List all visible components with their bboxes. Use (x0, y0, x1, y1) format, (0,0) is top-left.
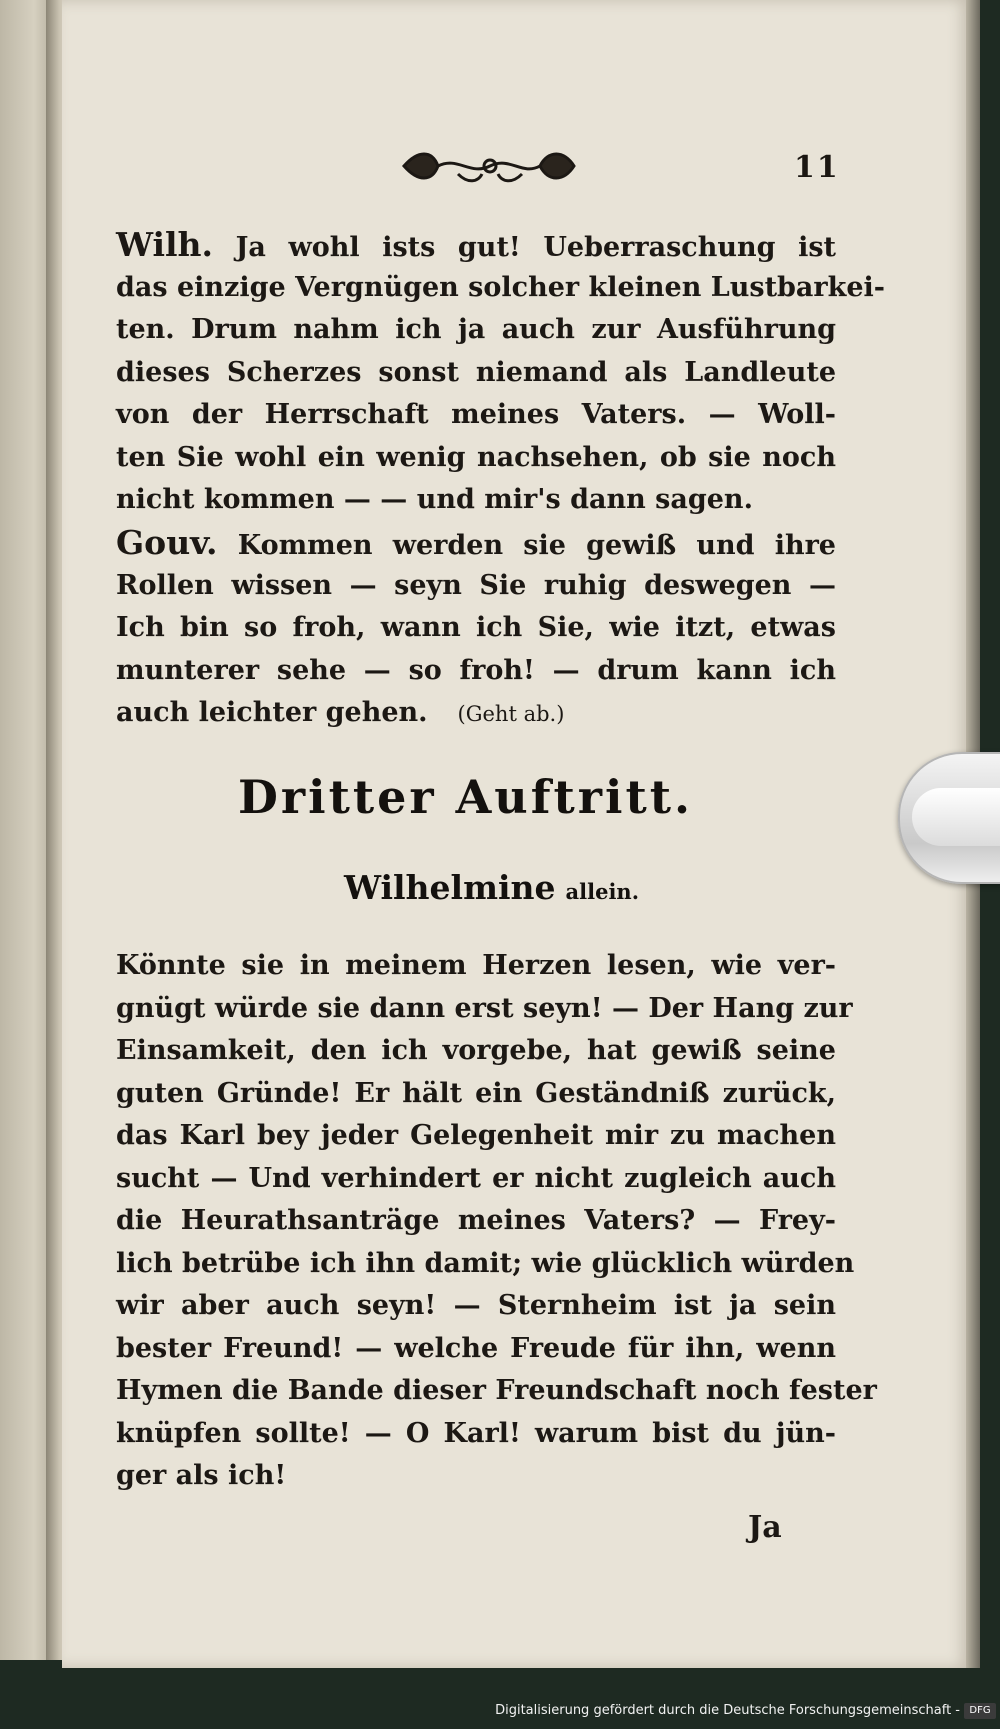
text-line: ger als ich! (116, 1460, 287, 1491)
text-line: Könnte sie in meinem Herzen lesen, wie ver- (116, 950, 836, 981)
text-line: knüpfen sollte! — O Karl! warum bist du jün- (116, 1417, 836, 1449)
text-line: guten Gründe! Er hält ein Geständniß zurück, (116, 1077, 836, 1109)
footer-bar (0, 1697, 1000, 1729)
text-line: wir aber auch seyn! — Sternheim ist ja sein (116, 1290, 836, 1321)
dfg-logo: DFG (964, 1703, 996, 1719)
text-line: nicht kommen — — und mir's dann sagen. (116, 484, 753, 515)
scene-character (344, 868, 639, 907)
text-line: Einsamkeit, den ich vorgebe, hat gewiß seine (116, 1035, 836, 1066)
text-line: bester Freund! — welche Freude für ihn, wenn (116, 1332, 836, 1364)
text-line: das Karl bey jeder Gelegenheit mir zu machen (116, 1120, 836, 1151)
ornament-vignette (398, 146, 580, 186)
text-line: von der Herrschaft meines Vaters. — Woll- (116, 399, 836, 430)
text-line: Ich bin so froh, wann ich Sie, wie itzt, etwas (116, 612, 836, 643)
speech-gouv (116, 522, 836, 735)
text-line: sucht — Und verhindert er nicht zugleich auch (116, 1162, 836, 1194)
scene-heading: Dritter Auftritt. (238, 770, 694, 824)
text-line: das einzige Vergnügen solcher kleinen Lustbarkei- (116, 271, 885, 303)
text-line: Hymen die Bande dieser Freundschaft noch fester (116, 1375, 877, 1406)
speaker-name: Gouv. (116, 523, 218, 562)
text-line: ten. Drum nahm ich ja auch zur Ausführung (116, 314, 836, 345)
text-line: Wilh. Ja wohl ists gut! Ueberraschung ist (116, 225, 837, 264)
text-line: ten Sie wohl ein wenig nachsehen, ob sie noch (116, 441, 836, 473)
text-line: munterer sehe — so froh! — drum kann ich (116, 654, 836, 686)
text-line: auch leichter gehen. (Geht ab.) (116, 697, 565, 728)
text-line: dieses Scherzes sonst niemand als Landleute (116, 356, 836, 388)
funding-credit: Digitalisierung gefördert durch die Deutsche Forschungsgemeinschaft - (495, 1703, 960, 1718)
catchword: Ja (748, 1510, 782, 1545)
scene-direction: allein. (565, 879, 640, 904)
speaker-name: Wilh. (116, 225, 214, 264)
text-line: lich betrübe ich ihn damit; wie glücklich würden (116, 1247, 855, 1279)
text-line: Gouv. Kommen werden sie gewiß und ihre (116, 523, 836, 562)
text-line: gnügt würde sie dann erst seyn! — Der Hang zur (116, 992, 853, 1024)
stage-direction: (Geht ab.) (457, 702, 565, 726)
text-line: die Heurathsanträge meines Vaters? — Frey- (116, 1205, 836, 1236)
text-line: Rollen wissen — seyn Sie ruhig deswegen — (116, 569, 836, 601)
speech-wilh (116, 224, 885, 522)
monologue-wilhelmine (116, 945, 877, 1498)
page-number: 11 (794, 150, 840, 185)
character-name: Wilhelmine (344, 868, 556, 907)
